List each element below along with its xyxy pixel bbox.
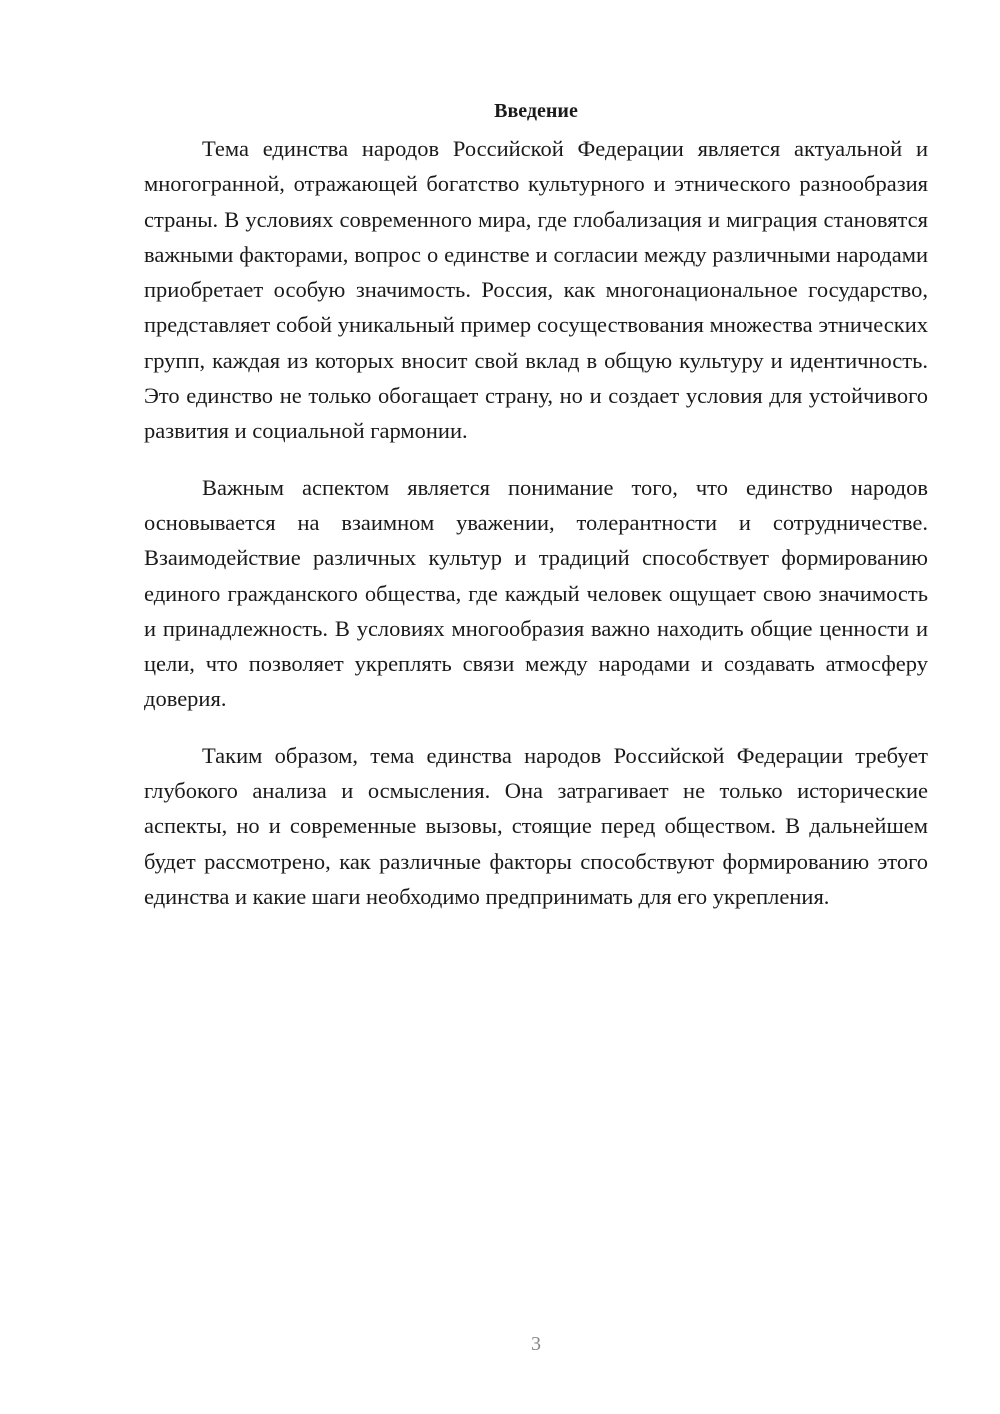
paragraph-2: Важным аспектом является понимание того, что единство народов основывается на взаимном уважении, толерантности и сотрудничестве. Взаимодействие различных культур и традиций способствует формированию единого гражданского общества, где каждый человек ощущает свою значимость и принадлежность. В условиях многообразия важно находить общие ценности и цели, что позволяет укреплять связи между народами и создавать атмосферу доверия. — [144, 474, 928, 712]
section-title: Введение — [494, 100, 578, 122]
paragraph-1: Тема единства народов Российской Федерации является актуальной и многогранной, отражающей богатство культурного и этнического разнообразия страны. В условиях современного мира, где глобализация и миграция становятся важными факторами, вопрос о единстве и согласии между различными народами приобретает особую значимость. Россия, как многонациональное государство, представляет собой уникальный пример сосуществования множества этнических групп, каждая из которых вносит свой вклад в общую культуру и идентичность. Это единство не только обогащает страну, но и создает условия для устойчивого развития и социальной гармонии. — [144, 136, 928, 444]
document-body — [144, 97, 928, 935]
page-number: 3 — [531, 1333, 541, 1355]
paragraph-3: Таким образом, тема единства народов Российской Федерации требует глубокого анализа и осмысления. Она затрагивает не только исторические аспекты, но и современные вызовы, стоящие перед обществом. В дальнейшем будет рассмотрено, как различные факторы способствуют формированию этого единства и какие шаги необходимо предпринимать для его укрепления. — [144, 742, 928, 909]
